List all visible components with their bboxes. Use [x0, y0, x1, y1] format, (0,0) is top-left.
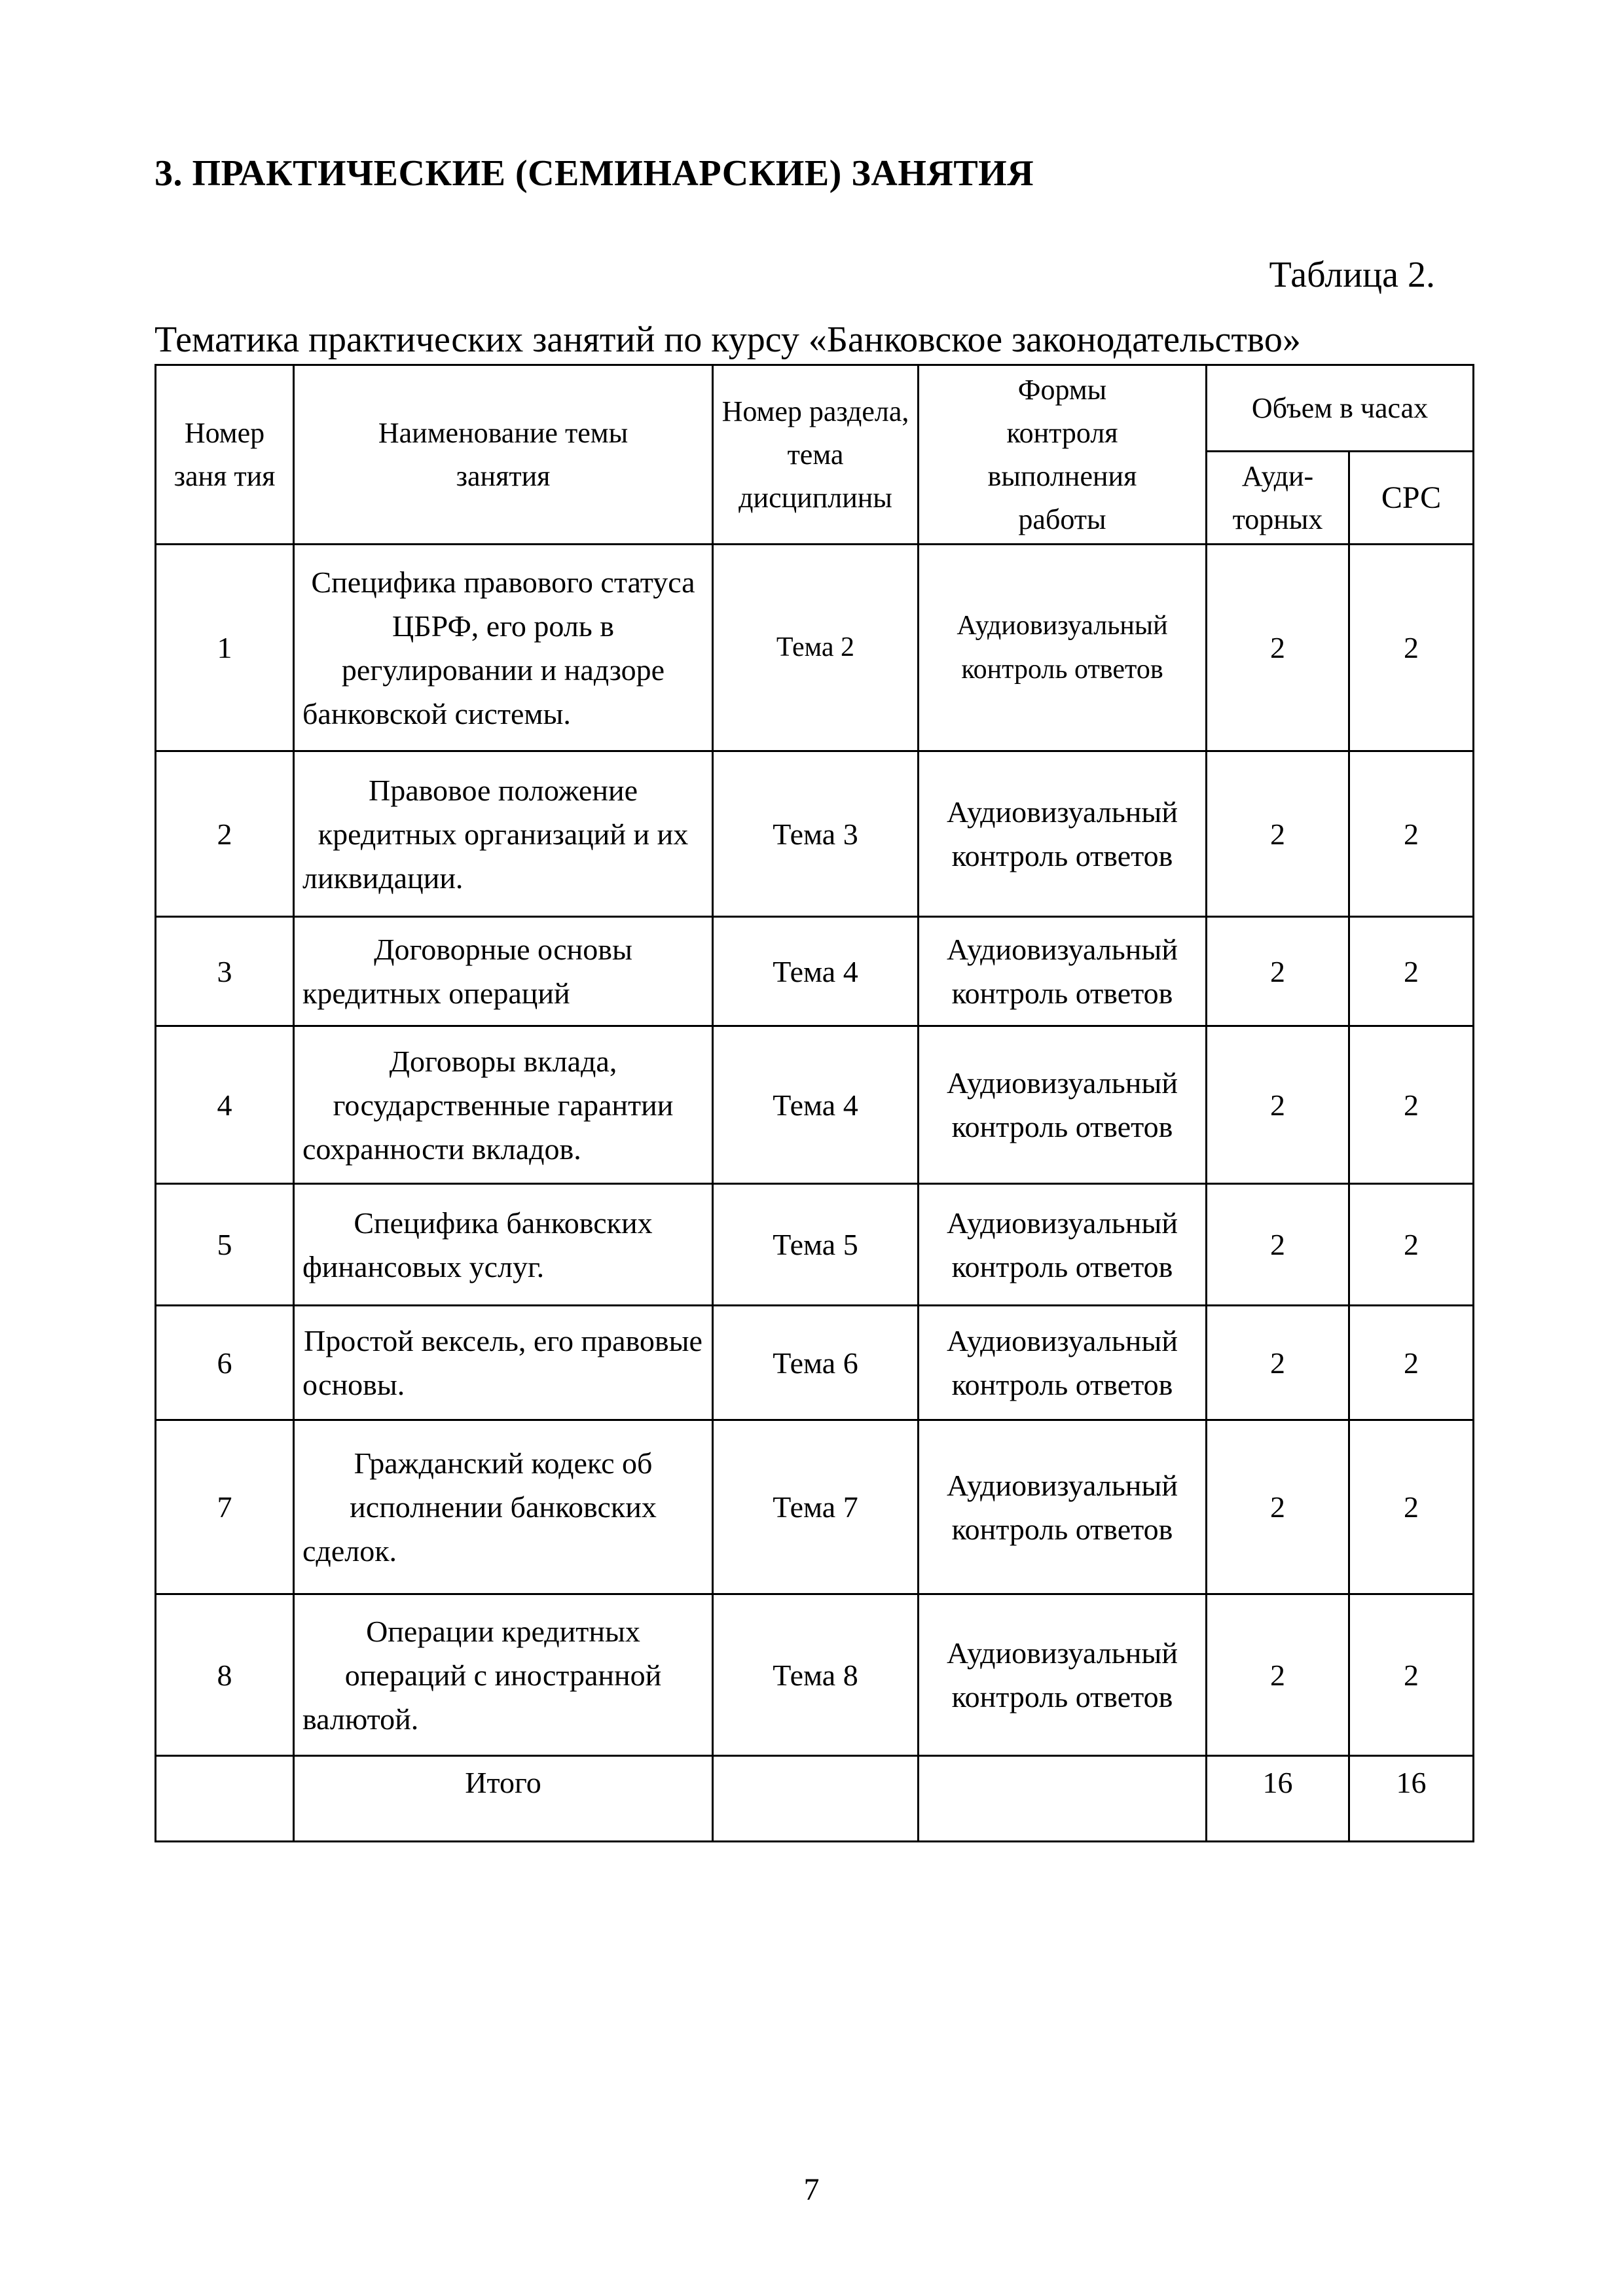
table-row	[156, 545, 1474, 751]
practical-lessons-table	[155, 364, 1474, 1842]
total-auditory-hours: 16	[1207, 1756, 1349, 1842]
row-section: Тема 4	[713, 1026, 919, 1184]
row-srs-hours: 2	[1349, 1306, 1474, 1420]
row-auditory-hours: 2	[1207, 751, 1349, 917]
table-row	[156, 917, 1474, 1026]
row-number: 1	[156, 545, 294, 751]
row-number: 2	[156, 751, 294, 917]
row-srs-hours: 2	[1349, 545, 1474, 751]
total-row	[156, 1756, 1474, 1842]
row-control: Аудиовизуальный контроль ответов	[919, 1026, 1207, 1184]
header-number: Номер заня тия	[156, 365, 294, 545]
row-control: Аудиовизуальный контроль ответов	[919, 751, 1207, 917]
row-auditory-hours: 2	[1207, 1420, 1349, 1594]
row-auditory-hours: 2	[1207, 917, 1349, 1026]
row-control: Аудиовизуальный контроль ответов	[919, 545, 1207, 751]
row-section: Тема 7	[713, 1420, 919, 1594]
row-auditory-hours: 2	[1207, 1594, 1349, 1756]
row-control: Аудиовизуальный контроль ответов	[919, 1594, 1207, 1756]
row-control: Аудиовизуальный контроль ответов	[919, 917, 1207, 1026]
table-label: Таблица 2.	[1269, 255, 1435, 295]
row-section: Тема 2	[713, 545, 919, 751]
table-row	[156, 1184, 1474, 1306]
header-srs: СРС	[1349, 452, 1474, 545]
total-section-empty	[713, 1756, 919, 1842]
row-auditory-hours: 2	[1207, 1026, 1349, 1184]
header-control: Формы контроля выполнения работы	[919, 365, 1207, 545]
row-srs-hours: 2	[1349, 1420, 1474, 1594]
row-control: Аудиовизуальный контроль ответов	[919, 1420, 1207, 1594]
row-topic: Простой вексель, его правовые основы.	[294, 1306, 713, 1420]
total-control-empty	[919, 1756, 1207, 1842]
row-topic: Специфика правового статуса ЦБРФ, его роль в регулировании и надзоре банковской системы.	[294, 545, 713, 751]
row-control: Аудиовизуальный контроль ответов	[919, 1306, 1207, 1420]
row-control: Аудиовизуальный контроль ответов	[919, 1184, 1207, 1306]
row-number: 5	[156, 1184, 294, 1306]
table-row	[156, 1026, 1474, 1184]
row-topic: Операции кредитных операций с иностранной валютой.	[294, 1594, 713, 1756]
row-number: 3	[156, 917, 294, 1026]
total-srs-hours: 16	[1349, 1756, 1474, 1842]
header-section: Номер раздела, тема дисциплины	[713, 365, 919, 545]
table-row	[156, 1594, 1474, 1756]
header-hours: Объем в часах	[1207, 365, 1474, 452]
total-label: Итого	[294, 1756, 713, 1842]
row-topic: Договорные основы кредитных операций	[294, 917, 713, 1026]
row-number: 4	[156, 1026, 294, 1184]
row-section: Тема 6	[713, 1306, 919, 1420]
row-auditory-hours: 2	[1207, 1306, 1349, 1420]
row-section: Тема 8	[713, 1594, 919, 1756]
row-auditory-hours: 2	[1207, 545, 1349, 751]
row-number: 7	[156, 1420, 294, 1594]
row-auditory-hours: 2	[1207, 1184, 1349, 1306]
table-caption: Тематика практических занятий по курсу «Банковское законодательство»	[155, 319, 1301, 360]
table-row	[156, 751, 1474, 917]
row-topic: Специфика банковских финансовых услуг.	[294, 1184, 713, 1306]
row-number: 6	[156, 1306, 294, 1420]
row-srs-hours: 2	[1349, 1026, 1474, 1184]
row-section: Тема 4	[713, 917, 919, 1026]
row-number: 8	[156, 1594, 294, 1756]
section-heading: 3. ПРАКТИЧЕСКИЕ (СЕМИНАРСКИЕ) ЗАНЯТИЯ	[155, 153, 1034, 194]
total-number-empty	[156, 1756, 294, 1842]
row-srs-hours: 2	[1349, 1594, 1474, 1756]
page-number: 7	[803, 2172, 820, 2207]
row-srs-hours: 2	[1349, 1184, 1474, 1306]
row-topic: Гражданский кодекс об исполнении банковских сделок.	[294, 1420, 713, 1594]
row-section: Тема 5	[713, 1184, 919, 1306]
row-srs-hours: 2	[1349, 751, 1474, 917]
table-row	[156, 1420, 1474, 1594]
row-srs-hours: 2	[1349, 917, 1474, 1026]
row-section: Тема 3	[713, 751, 919, 917]
header-topic: Наименование темы занятия	[294, 365, 713, 545]
table-row	[156, 1306, 1474, 1420]
row-topic: Договоры вклада, государственные гарантии сохранности вкладов.	[294, 1026, 713, 1184]
header-auditory: Ауди-торных	[1207, 452, 1349, 545]
row-topic: Правовое положение кредитных организаций и их ликвидации.	[294, 751, 713, 917]
